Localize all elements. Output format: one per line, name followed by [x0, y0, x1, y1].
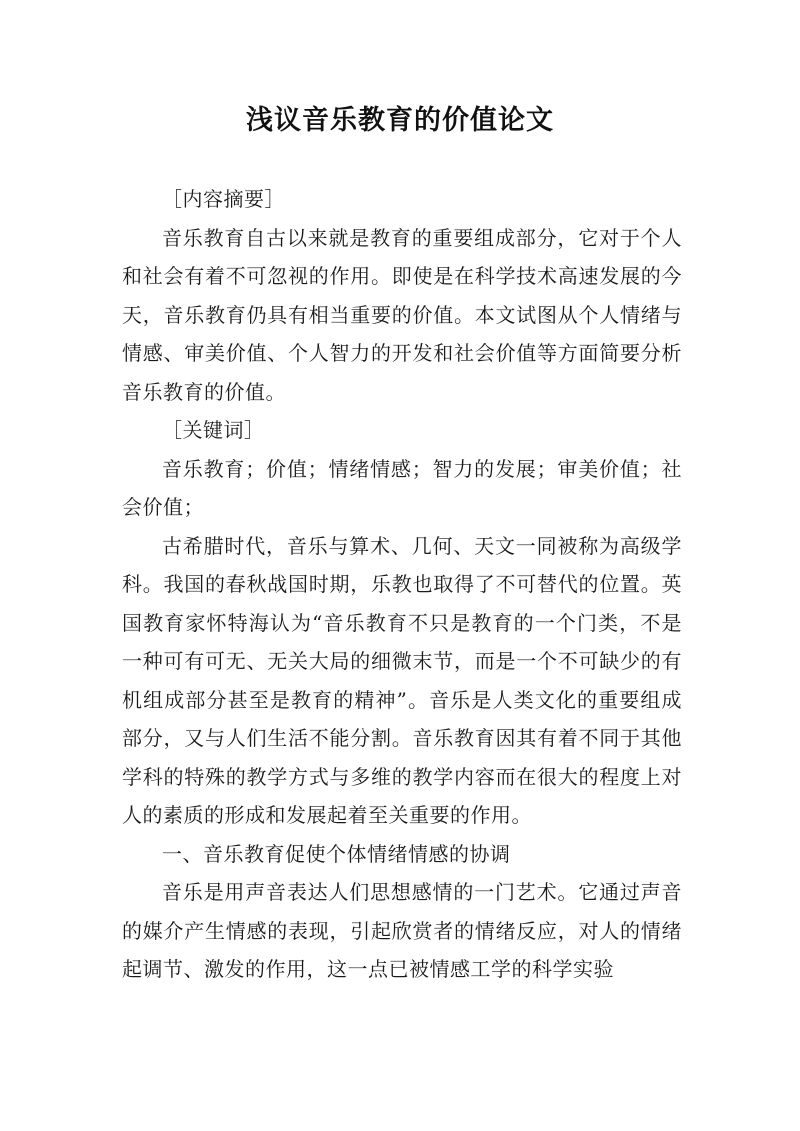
keywords-label: ［关键词］: [162, 418, 265, 442]
section-1-paragraph: 音乐是用声音表达人们思想感情的一门艺术。它通过声音的媒介产生情感的表现，引起欣赏者的情绪反应，对人的情绪起调节、激发的作用，这一点已被情感工学的科学实验: [122, 880, 682, 981]
abstract-label: ［内容摘要］: [162, 187, 285, 211]
document-title: 浅议音乐教育的价值论文: [246, 105, 554, 136]
intro-paragraph: 古希腊时代，音乐与算术、几何、天文一同被称为高级学科。我国的春秋战国时期，乐教也取得了不可替代的位置。英国教育家怀特海认为“音乐教育不只是教育的一个门类，不是一种可有可无、无关大局的细微末节，而是一个不可缺少的有机组成部分甚至是教育的精神”。音乐是人类文化的重要组成部分，又与人们生活不能分割。音乐教育因其有着不同于其他学科的特殊的教学方式与多维的教学内容而在很大的程度上对人的素质的形成和发展起着至关重要的作用。: [122, 533, 682, 827]
abstract-paragraph: 音乐教育自古以来就是教育的重要组成部分，它对于个人和社会有着不可忽视的作用。即使是在科学技术高速发展的今天，音乐教育仍具有相当重要的价值。本文试图从个人情绪与情感、审美价值、个人智力的开发和社会价值等方面简要分析音乐教育的价值。: [122, 225, 682, 404]
document-body: [122, 180, 682, 989]
section-1-heading: 一、音乐教育促使个体情绪情感的协调: [162, 841, 511, 866]
keywords-paragraph: 音乐教育；价值；情绪情感；智力的发展；审美价值；社会价值；: [122, 456, 682, 519]
